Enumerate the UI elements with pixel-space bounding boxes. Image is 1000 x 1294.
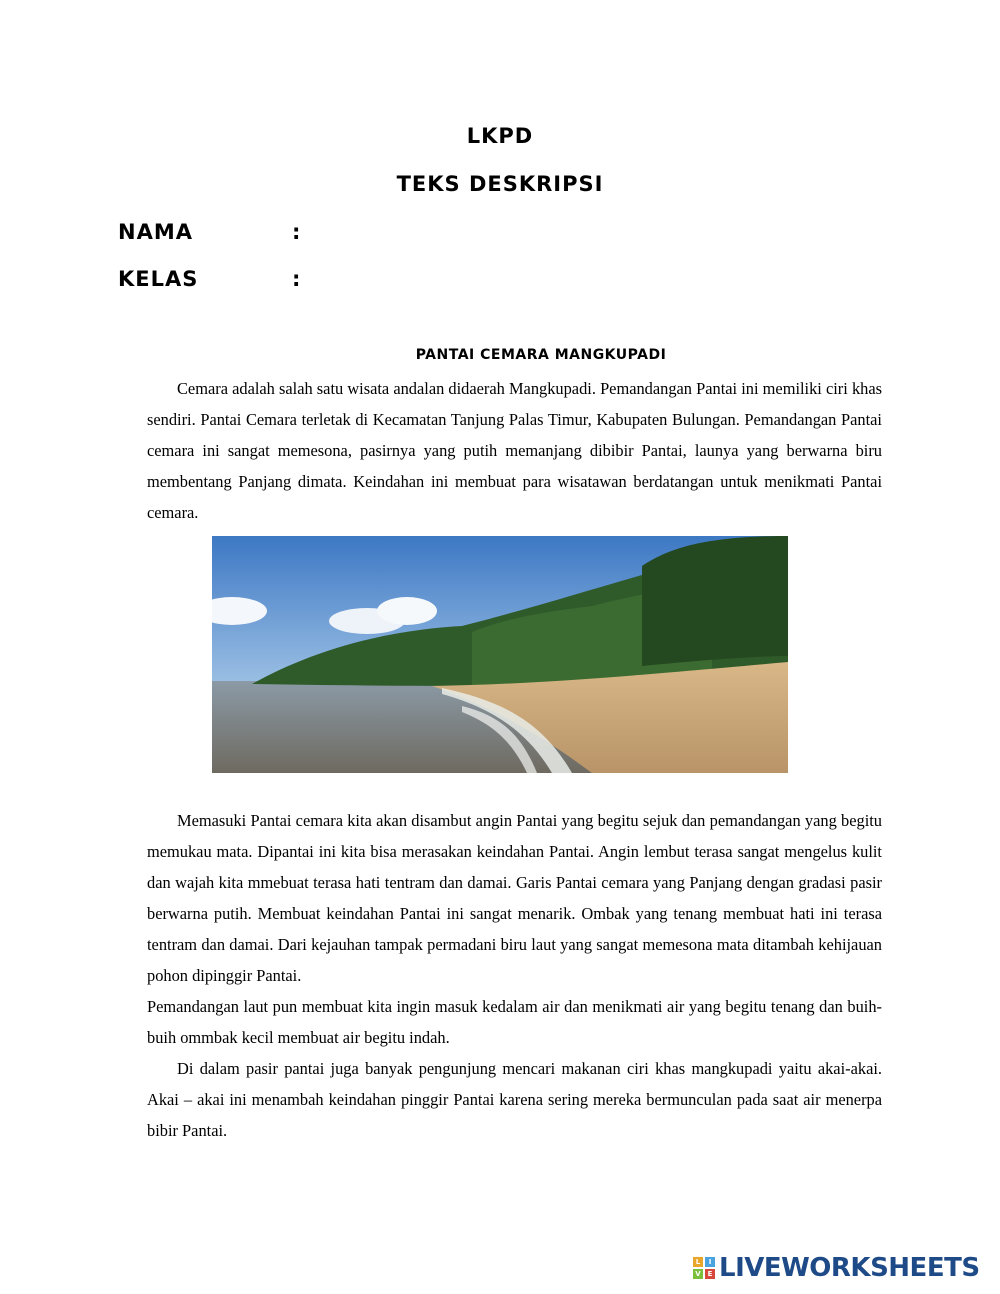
liveworksheets-brand <box>693 1254 980 1282</box>
brand-name: LIVEWORKSHEETS <box>719 1253 980 1283</box>
class-colon: : <box>292 267 301 291</box>
page-title: LKPD <box>466 124 534 148</box>
logo-letter: E <box>705 1269 715 1279</box>
article-paragraph-4: Di dalam pasir pantai juga banyak pengunjung mencari makanan ciri khas mangkupadi yaitu akai-akai. Akai – akai ini menambah keindahan pinggir Pantai karena sering mereka bermunculan pada saat air menerpa bibir Pantai. <box>147 1059 882 1140</box>
page-subtitle: TEKS DESKRIPSI <box>396 172 604 196</box>
logo-letter: I <box>705 1257 715 1267</box>
article-paragraph-2: Memasuki Pantai cemara kita akan disambut angin Pantai yang begitu sejuk dan pemandangan yang begitu memukau mata. Dipantai ini kita bisa merasakan keindahan Pantai. Angin lembut terasa sangat mengelus kulit dan wajah kita mmebuat terasa hati tentram dan damai. Garis Pantai cemara yang Panjang dengan gradasi pasir berwarna putih. Membuat keindahan Pantai ini sangat menarik. Ombak yang tenang membuat hati ini terasa tentram dan damai. Dari kejauhan tampak permadani biru laut yang sangat memesona mata ditambah kehijauan pohon dipinggir Pantai. <box>147 811 882 985</box>
logo-letter: V <box>693 1269 703 1279</box>
name-label: NAMA <box>118 220 193 244</box>
beach-photo <box>212 536 788 773</box>
name-colon: : <box>292 220 301 244</box>
class-label: KELAS <box>118 267 199 291</box>
logo-letter: L <box>693 1257 703 1267</box>
article-paragraph-1: Cemara adalah salah satu wisata andalan didaerah Mangkupadi. Pemandangan Pantai ini memiliki ciri khas sendiri. Pantai Cemara terletak di Kecamatan Tanjung Palas Timur, Kabupaten Bulungan. Pemandangan Pantai cemara ini sangat memesona, pasirnya yang putih memanjang dibibir Pantai, launya yang berwarna biru membentang Panjang dimata. Keindahan ini membuat para wisatawan berdatangan untuk menikmati Pantai cemara. <box>147 379 882 522</box>
liveworksheets-logo-icon <box>693 1257 715 1279</box>
article-paragraph-3: Pemandangan laut pun membuat kita ingin masuk kedalam air dan menikmati air yang begitu tenang dan buih-buih ommbak kecil membuat air begitu indah. <box>147 997 882 1047</box>
article-title: PANTAI CEMARA MANGKUPADI <box>415 347 667 363</box>
